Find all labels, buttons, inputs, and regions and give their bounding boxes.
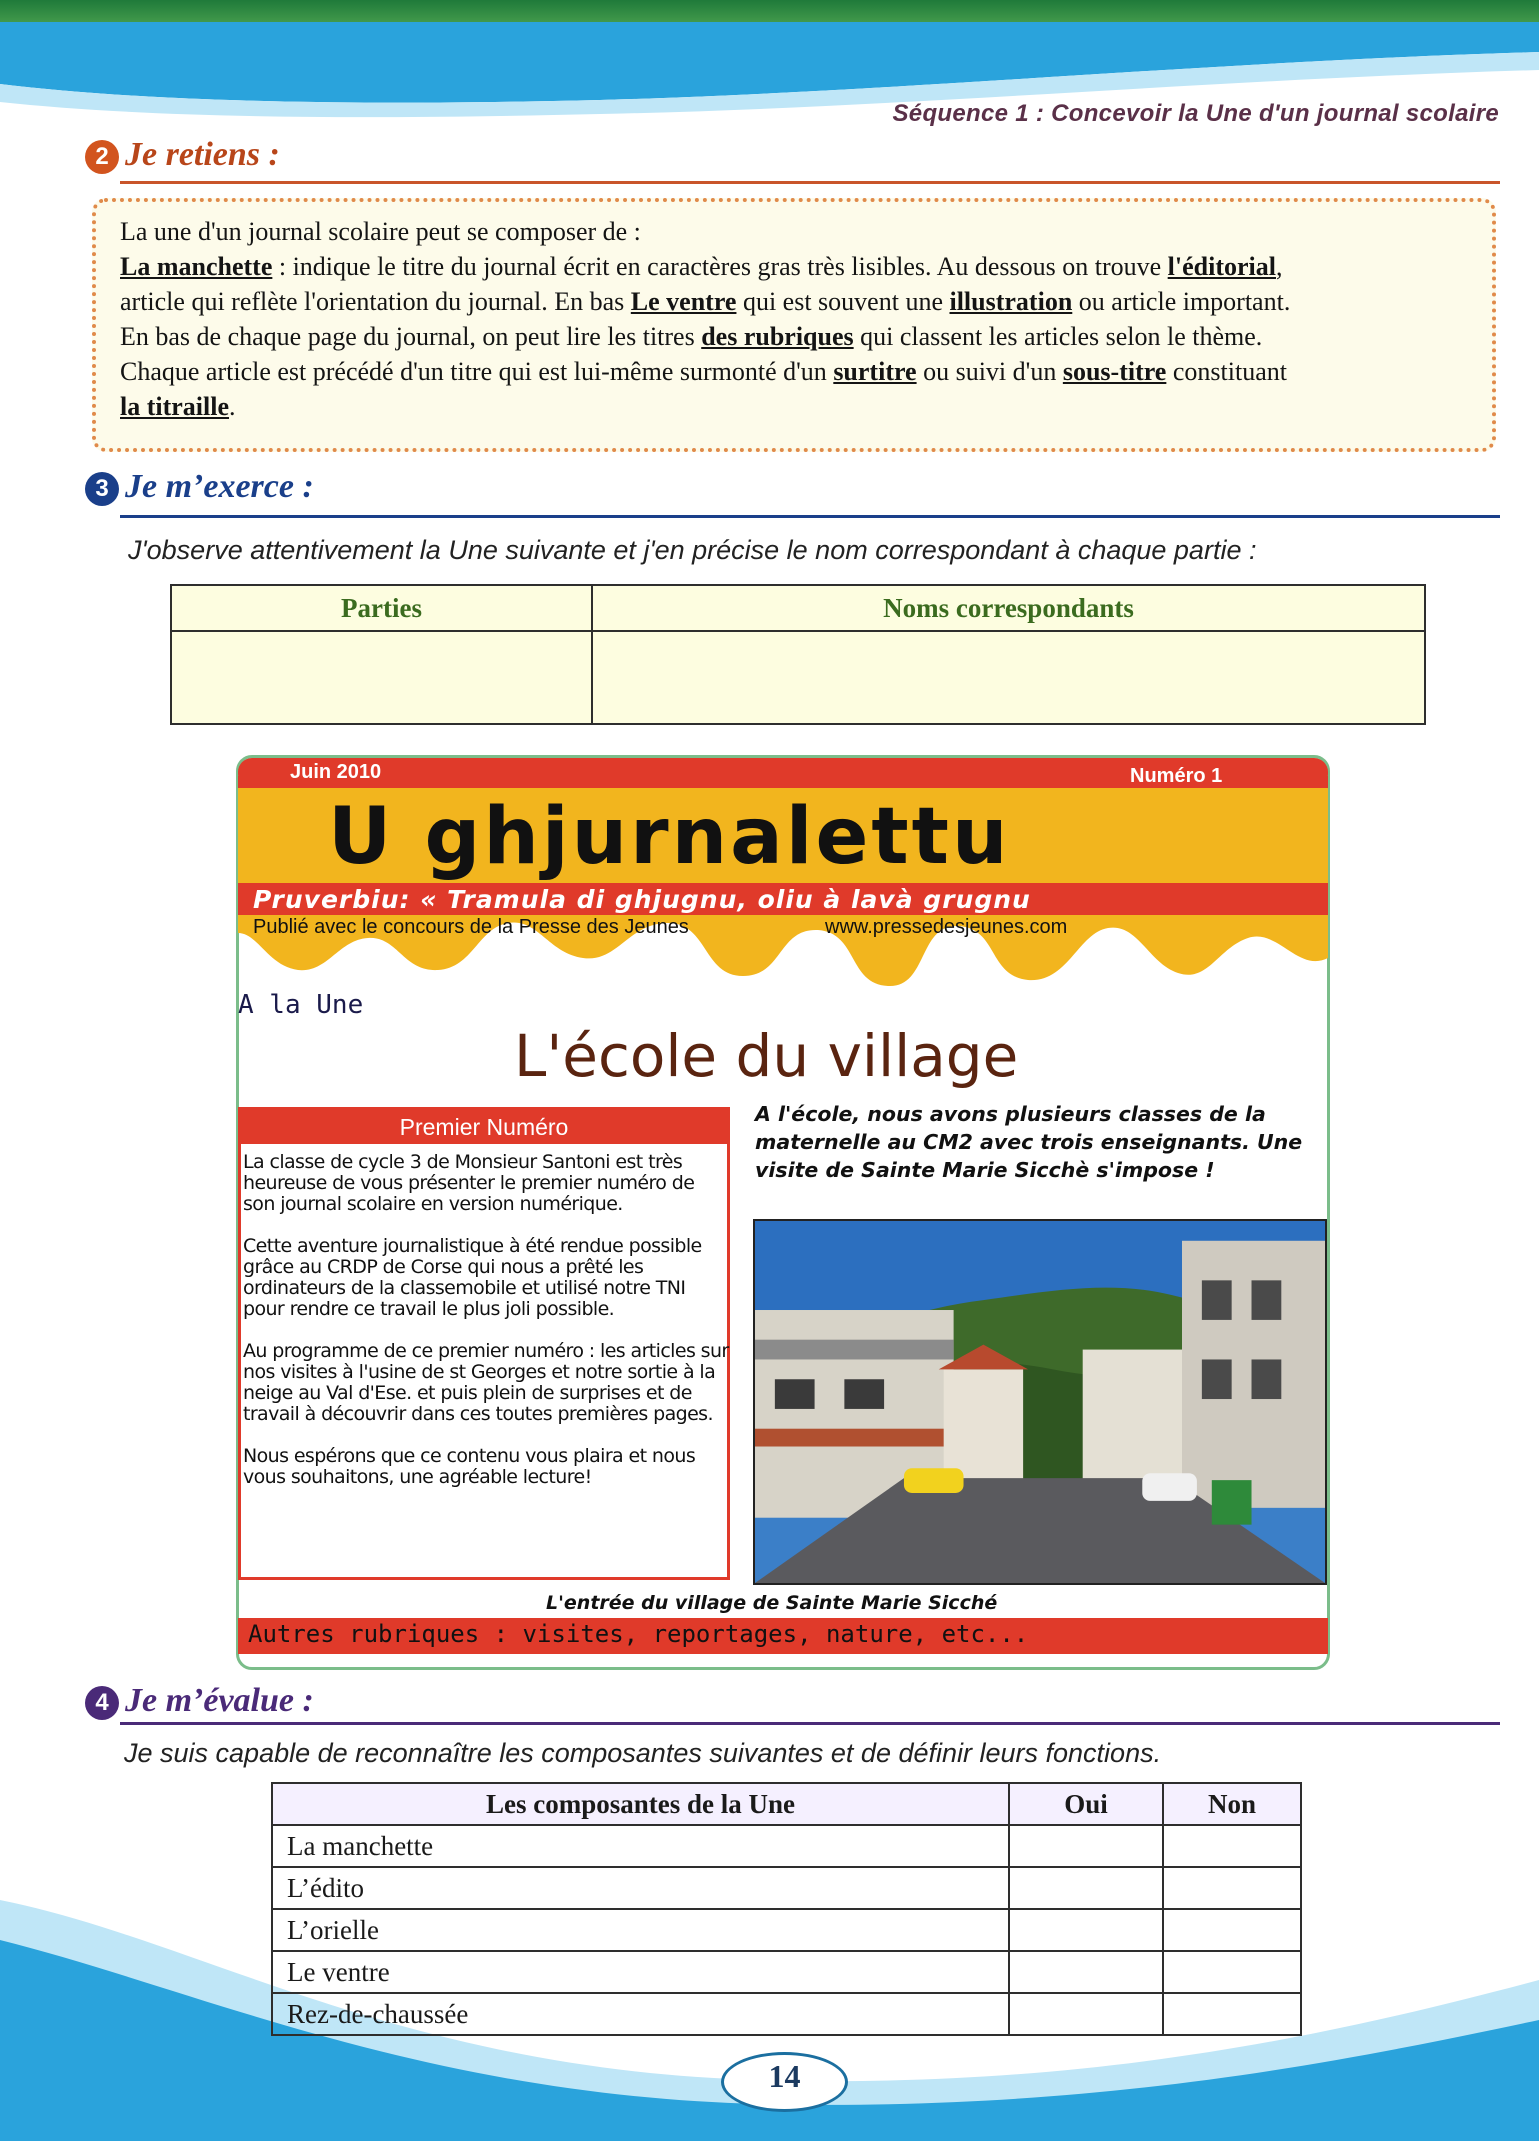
table-header-oui: Oui <box>1009 1783 1163 1825</box>
retiens-text-span: ou suivi d'un <box>916 357 1063 386</box>
keyword-surtitre: surtitre <box>833 357 917 386</box>
retiens-text <box>120 214 1485 424</box>
evaluation-table <box>271 1782 1302 2036</box>
retiens-text-span: ou article important. <box>1072 287 1291 316</box>
non-checkbox-cell[interactable] <box>1163 1951 1301 1993</box>
non-checkbox-cell[interactable] <box>1163 1867 1301 1909</box>
section-retiens-rule <box>120 181 1500 184</box>
retiens-line-1 <box>120 249 1485 284</box>
oui-checkbox-cell[interactable] <box>1009 1993 1163 2035</box>
answer-cell-parties[interactable] <box>171 631 592 724</box>
retiens-text-span: Chaque article est précédé d'un titre qui est lui-même surmonté d'un <box>120 357 834 386</box>
table-row <box>272 1993 1301 2035</box>
keyword-editorial: l'éditorial <box>1167 252 1276 281</box>
table-header-noms: Noms correspondants <box>592 585 1425 631</box>
box-paragraph: Cette aventure journalistique à été rendue possible grâce au CRDP de Corse qui nous a prêté les ordinateurs de la classemobile et utilisé notre TNI pour rendre ce travail le plus joli possible. <box>243 1235 702 1320</box>
retiens-text-span: . <box>229 392 236 421</box>
table-row <box>272 1909 1301 1951</box>
oui-checkbox-cell[interactable] <box>1009 1825 1163 1867</box>
newspaper-headline: L'école du village <box>514 1022 1019 1090</box>
component-name: L’orielle <box>272 1909 1009 1951</box>
section-number-badge: 4 <box>85 1686 119 1720</box>
sequence-header: Séquence 1 : Concevoir la Une d'un journal scolaire <box>892 100 1499 127</box>
newspaper-date: Juin 2010 <box>290 761 382 783</box>
box-paragraph: Nous espérons que ce contenu vous plaira et nous vous souhaitons, une agréable lecture! <box>243 1445 696 1488</box>
table-row <box>272 1825 1301 1867</box>
retiens-line-4 <box>120 354 1485 389</box>
section-exerce-rule <box>120 515 1500 518</box>
component-name: Le ventre <box>272 1951 1009 1993</box>
premier-numero-text <box>243 1152 729 1509</box>
village-photo <box>753 1219 1327 1585</box>
rubriques-handwritten-text: Autres rubriques : visites, reportages, nature, etc... <box>248 1620 1029 1648</box>
table-row <box>272 1867 1301 1909</box>
retiens-text-span: , <box>1276 252 1283 281</box>
retiens-line-3 <box>120 319 1485 354</box>
photo-caption: L'entrée du village de Sainte Marie Sicché <box>546 1592 998 1614</box>
box-paragraph: Au programme de ce premier numéro : les articles sur nos visites à l'usine de st Georges et notre sortie à la neige au Val d'Ese. et puis plein de surprises et de travail à découvrir dans ces toutes premières pages. <box>243 1340 729 1425</box>
section-evalue-rule <box>120 1722 1500 1725</box>
retiens-text-span: : indique le titre du journal écrit en caractères gras très lisibles. Au dessous on trouve <box>272 252 1168 281</box>
retiens-line-5 <box>120 389 1485 424</box>
parties-table <box>170 584 1426 725</box>
section-exerce-title: Je m’exerce : <box>125 468 314 505</box>
keyword-sous-titre: sous-titre <box>1062 357 1167 386</box>
retiens-text-span: En bas de chaque page du journal, on peut lire les titres <box>120 322 702 351</box>
table-header-non: Non <box>1163 1783 1301 1825</box>
oui-checkbox-cell[interactable] <box>1009 1909 1163 1951</box>
keyword-manchette: La manchette <box>120 252 273 281</box>
section-exerce-heading <box>85 468 314 506</box>
keyword-ventre: Le ventre <box>630 287 737 316</box>
section-number-badge: 2 <box>85 140 119 174</box>
newspaper-masthead: U ghjurnalettu <box>328 792 1011 882</box>
box-paragraph: La classe de cycle 3 de Monsieur Santoni est très heureuse de vous présenter le premier numéro de son journal scolaire en version numérique. <box>243 1151 695 1215</box>
keyword-titraille: la titraille <box>120 392 230 421</box>
keyword-illustration: illustration <box>949 287 1073 316</box>
section-evalue-heading <box>85 1682 314 1720</box>
table-header-parties: Parties <box>171 585 592 631</box>
section-evalue-title: Je m’évalue : <box>125 1682 314 1719</box>
oui-checkbox-cell[interactable] <box>1009 1951 1163 1993</box>
newspaper-website: www.pressedesjeunes.com <box>825 916 1068 938</box>
keyword-rubriques: des rubriques <box>701 322 854 351</box>
retiens-text-span: qui est souvent une <box>736 287 950 316</box>
retiens-intro: La une d'un journal scolaire peut se composer de : <box>120 217 641 246</box>
non-checkbox-cell[interactable] <box>1163 1909 1301 1951</box>
component-name: L’édito <box>272 1867 1009 1909</box>
section-number-badge: 3 <box>85 472 119 506</box>
newspaper-lead: A l'école, nous avons plusieurs classes de la maternelle au CM2 avec trois enseignants. Une visite de Sainte Marie Sicchè s'impose ! <box>755 1102 1303 1182</box>
section-retiens-title: Je retiens : <box>125 136 280 173</box>
answer-cell-noms[interactable] <box>592 631 1425 724</box>
component-name: Rez-de-chaussée <box>272 1993 1009 2035</box>
exerce-instruction: J'observe attentivement la Une suivante et j'en précise le nom correspondant à chaque partie : <box>128 535 1257 565</box>
oui-checkbox-cell[interactable] <box>1009 1867 1163 1909</box>
premier-numero-title: Premier Numéro <box>241 1110 727 1144</box>
retiens-text-span: article qui reflète l'orientation du journal. En bas <box>120 287 631 316</box>
non-checkbox-cell[interactable] <box>1163 1993 1301 2035</box>
newspaper-publisher: Publié avec le concours de la Presse des Jeunes <box>253 916 689 938</box>
section-retiens-heading <box>85 136 280 174</box>
table-row <box>272 1951 1301 1993</box>
component-name: La manchette <box>272 1825 1009 1867</box>
non-checkbox-cell[interactable] <box>1163 1825 1301 1867</box>
evalue-instruction: Je suis capable de reconnaître les composantes suivantes et de définir leurs fonctions. <box>124 1738 1162 1768</box>
newspaper-proverb: Pruverbiu: « Tramula di ghjugnu, oliu à lavà grugnu <box>253 885 1031 914</box>
page-number: 14 <box>768 2058 801 2094</box>
handwritten-label-a-la-une: A la Une <box>238 990 364 1020</box>
table-header-composantes: Les composantes de la Une <box>272 1783 1009 1825</box>
retiens-text-span: qui classent les articles selon le thème. <box>853 322 1263 351</box>
retiens-line-2 <box>120 284 1485 319</box>
newspaper-issue: Numéro 1 <box>1130 765 1223 787</box>
retiens-text-span: constituant <box>1166 357 1287 386</box>
